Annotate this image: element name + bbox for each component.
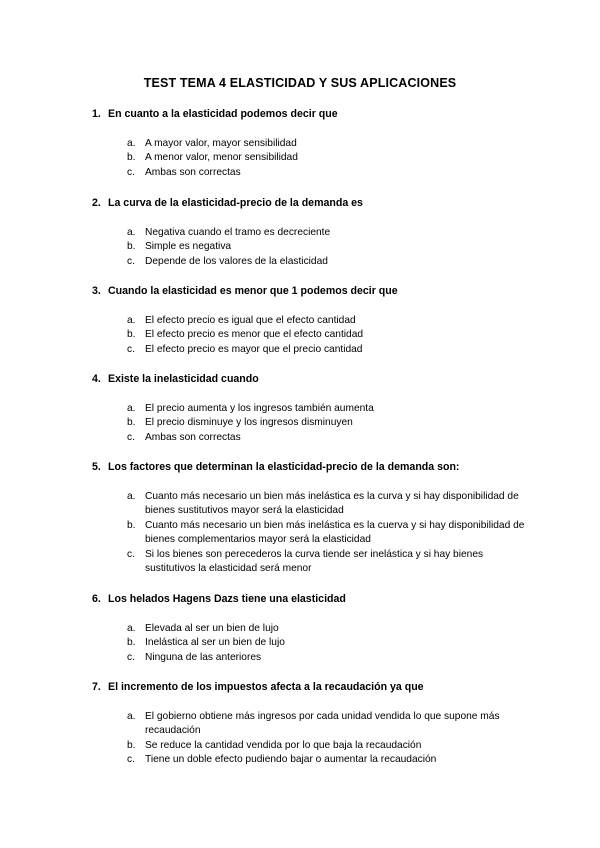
option-text: Negativa cuando el tramo es decreciente — [145, 227, 331, 238]
option-letter: c. — [127, 343, 135, 355]
option-a — [92, 137, 532, 151]
option-text: Si los bienes son perecederos la curva tiende ser inelástica y si hay bienes sustitutivos la elasticidad será menor — [145, 548, 484, 575]
question-text: En cuanto a la elasticidad podemos decir que — [108, 108, 338, 120]
question-heading — [92, 197, 532, 210]
option-b — [92, 416, 532, 430]
question-number: 7. — [92, 681, 101, 693]
option-text: Se reduce la cantidad vendida por lo que baja la recaudación — [145, 739, 422, 751]
option-b — [92, 328, 532, 342]
option-text: El efecto precio es menor que el efecto cantidad — [145, 329, 364, 341]
question-5 — [92, 461, 532, 576]
option-letter: c. — [127, 166, 135, 178]
option-letter: c. — [127, 754, 135, 766]
option-text: El efecto precio es mayor que el precio cantidad — [145, 343, 363, 355]
option-text: Depende de los valores de la elasticidad — [145, 255, 328, 267]
option-letter: b. — [127, 519, 136, 531]
option-list — [92, 490, 532, 576]
question-heading — [92, 373, 532, 386]
option-text: El precio disminuye y los ingresos disminuyen — [145, 417, 353, 429]
option-text: Cuanto más necesario un bien más inelástica es la curva y si hay disponibilidad de bienes sustitutivos mayor será la elasticidad — [145, 491, 519, 517]
option-letter: a. — [127, 227, 136, 238]
option-b — [92, 151, 532, 165]
question-number: 5. — [92, 461, 101, 473]
page-title: TEST TEMA 4 ELASTICIDAD Y SUS APLICACIONES — [143, 76, 457, 90]
option-text: A menor valor, menor sensibilidad — [145, 152, 298, 164]
option-a — [92, 402, 532, 416]
option-text: Ambas son correctas — [145, 431, 241, 443]
option-c — [92, 431, 532, 445]
option-b — [92, 739, 532, 753]
question-text: El incremento de los impuestos afecta a la recaudación ya que — [108, 681, 424, 693]
option-list — [92, 137, 532, 180]
option-text: Ninguna de las anteriores — [145, 651, 262, 663]
question-number: 1. — [92, 108, 101, 120]
option-c — [92, 166, 532, 180]
question-number: 6. — [92, 593, 101, 605]
question-2 — [92, 197, 532, 269]
option-letter: a. — [127, 491, 136, 502]
question-1 — [92, 108, 532, 180]
option-c — [92, 651, 532, 665]
option-text: El precio aumenta y los ingresos también aumenta — [145, 403, 374, 414]
option-list — [92, 226, 532, 269]
option-list — [92, 402, 532, 445]
question-heading — [92, 681, 532, 694]
option-a — [92, 490, 532, 519]
option-letter: b. — [127, 329, 136, 341]
option-text: Cuanto más necesario un bien más inelástica es la cuerva y si hay disponibilidad de bienes complementarios mayor será la elasticidad — [145, 519, 525, 546]
question-heading — [92, 461, 532, 474]
question-number: 3. — [92, 285, 101, 297]
option-c — [92, 255, 532, 269]
option-a — [92, 710, 532, 739]
option-text: Ambas son correctas — [145, 166, 241, 178]
option-list — [92, 622, 532, 665]
question-text: Los helados Hagens Dazs tiene una elasticidad — [108, 593, 346, 605]
option-letter: b. — [127, 637, 136, 649]
question-text: La curva de la elasticidad-precio de la demanda es — [108, 197, 363, 209]
option-letter: b. — [127, 241, 136, 253]
question-text: Existe la inelasticidad cuando — [108, 373, 259, 385]
option-text: El gobierno obtiene más ingresos por cada unidad vendida lo que supone más recaudación — [145, 711, 500, 737]
option-letter: a. — [127, 623, 136, 634]
option-a — [92, 622, 532, 636]
option-a — [92, 226, 532, 240]
option-b — [92, 519, 532, 548]
question-text: Los factores que determinan la elasticidad-precio de la demanda son: — [108, 461, 460, 473]
option-text: Elevada al ser un bien de lujo — [145, 623, 279, 634]
question-heading — [92, 593, 532, 606]
option-letter: b. — [127, 739, 136, 751]
question-text: Cuando la elasticidad es menor que 1 podemos decir que — [108, 285, 398, 297]
option-letter: c. — [127, 431, 135, 443]
option-list — [92, 710, 532, 768]
question-heading — [92, 285, 532, 298]
question-number: 4. — [92, 373, 101, 385]
option-text: A mayor valor, mayor sensibilidad — [145, 138, 297, 149]
question-3 — [92, 285, 532, 357]
option-letter: c. — [127, 255, 135, 267]
question-number: 2. — [92, 197, 101, 209]
option-letter: b. — [127, 417, 136, 429]
option-a — [92, 314, 532, 328]
option-letter: c. — [127, 651, 135, 663]
option-letter: a. — [127, 711, 136, 722]
option-text: Tiene un doble efecto pudiendo bajar o aumentar la recaudación — [145, 754, 437, 766]
option-list — [92, 314, 532, 357]
option-c — [92, 343, 532, 357]
option-letter: c. — [127, 548, 135, 560]
option-text: Inelástica al ser un bien de lujo — [145, 637, 285, 649]
option-c — [92, 753, 532, 767]
option-letter: a. — [127, 138, 136, 149]
option-c — [92, 548, 532, 577]
option-letter: a. — [127, 403, 136, 414]
question-heading — [92, 108, 532, 121]
option-letter: b. — [127, 152, 136, 164]
question-4 — [92, 373, 532, 445]
option-text: El efecto precio es igual que el efecto cantidad — [145, 315, 356, 326]
option-text: Simple es negativa — [145, 241, 232, 253]
question-6 — [92, 593, 532, 665]
option-letter: a. — [127, 315, 136, 326]
option-b — [92, 636, 532, 650]
question-7 — [92, 681, 532, 768]
option-b — [92, 240, 532, 254]
